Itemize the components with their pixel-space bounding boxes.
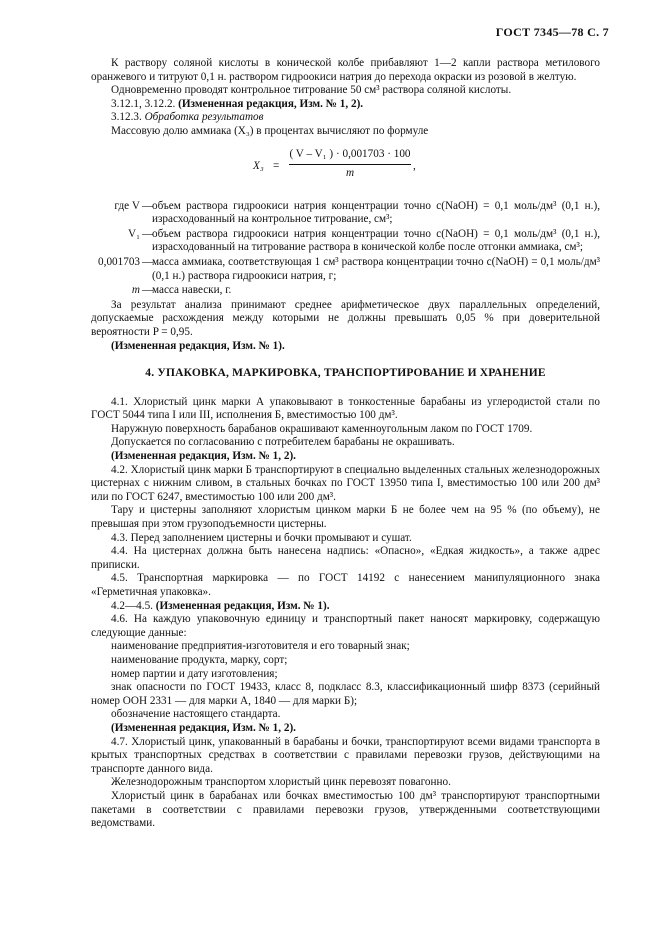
variable-definitions	[76, 200, 600, 298]
paragraph: 4.6. На каждую упаковочную единицу и транспортный пакет наносят маркировку, содержащую следующие данные:	[91, 613, 600, 639]
amendment-note: (Измененная редакция, Изм. № 1, 2).	[178, 97, 364, 110]
paragraph	[91, 600, 600, 614]
formula	[91, 148, 600, 192]
amendment-note: (Измененная редакция, Изм. № 1, 2).	[111, 721, 296, 734]
subsection-title: Обработка результатов	[144, 111, 264, 124]
definition-dash: —	[142, 227, 154, 240]
definition-dash: —	[142, 199, 154, 212]
paragraph: Допускается по согласованию с потребителем барабаны не окрашивать.	[111, 436, 455, 449]
paragraph: 4.7. Хлористый цинк, упакованный в барабаны и бочки, транспортируют всеми видами транспорта в крытых транспортных средствах в соответствии с правилами перевозки грузов, действующими на транспорте данного вида.	[91, 735, 600, 775]
list-item: наименование продукта, марку, сорт;	[111, 653, 288, 666]
paragraph: 4.4. На цистернах должна быть нанесена надпись: «Опасно», «Едкая жидкость», а также адрес приписки.	[91, 545, 600, 571]
definition-text: объем раствора гидроокиси натрия концентрации точно c(NaOH) = 0,1 моль/дм³ (0,1 н.), израсходованный на контрольное титрование, см³;	[152, 199, 600, 226]
clause-number: 3.12.1, 3.12.2.	[111, 97, 176, 110]
amendment-note: (Измененная редакция, Изм. № 1).	[111, 339, 285, 352]
paragraph: Одновременно проводят контрольное титрование 50 см³ раствора соляной кислоты.	[111, 84, 512, 97]
definition-text: масса навески, г.	[152, 284, 232, 297]
definition-symbol: m	[131, 284, 140, 297]
formula-denominator: m	[345, 166, 355, 179]
paragraph: К раствору соляной кислоты в конической колбе прибавляют 1—2 капли раствора метилового оранжевого и титруют 0,1 н. раствором гидроокиси натрия до перехода окраски из розовой в желтую.	[91, 57, 600, 83]
formula-lhs: X₃	[253, 159, 264, 172]
paragraph: 4.1. Хлористый цинк марки А упаковывают в тонкостенные барабаны из углеродистой стали по ГОСТ 5044 типа I или III, исполнения Б, вместимостью 100 дм³.	[91, 395, 600, 422]
paragraph	[91, 111, 600, 125]
paragraph: 4.5. Транспортная маркировка — по ГОСТ 14192 с нанесением манипуляционного знака «Герметичная упаковка».	[91, 572, 600, 598]
paragraph: Железнодорожным транспортом хлористый цинк перевозят повагонно.	[111, 776, 451, 789]
page-header: ГОСТ 7345—78 С. 7	[495, 25, 609, 39]
definition-dash: —	[142, 255, 154, 268]
definition-symbol: V₁	[128, 227, 140, 240]
paragraph: Наружную поверхность барабанов окрашивают каменноугольным лаком по ГОСТ 1709.	[111, 422, 533, 435]
page-body	[91, 57, 600, 831]
formula-comma: ,	[413, 159, 416, 172]
definition-symbol: 0,001703	[98, 255, 140, 268]
fraction-bar	[289, 164, 411, 165]
formula-equals: =	[273, 159, 280, 172]
definition-text: масса аммиака, соответствующая 1 см³ раствора концентрации точно c(NaOH) = 0,1 моль/дм³ (0,1 н.) раствора гидроокиси натрия, г;	[152, 255, 600, 282]
list-item: наименование предприятия-изготовителя и его товарный знак;	[111, 640, 410, 653]
definition-row	[76, 228, 600, 255]
list-item: номер партии и дату изготовления;	[111, 667, 278, 680]
list-item: знак опасности по ГОСТ 19433, класс 8, подкласс 8.3, классификационный шифр 8373 (серийный номер ООН 2331 — для марки А, 1840 — для марки Б);	[91, 681, 600, 707]
definition-row	[76, 256, 600, 283]
amendment-note: (Измененная редакция, Изм. № 1).	[155, 599, 330, 612]
clause-number: 3.12.3.	[111, 111, 142, 124]
clause-number: 4.2—4.5.	[111, 599, 153, 612]
amendment-note: (Измененная редакция, Изм. № 1, 2).	[111, 450, 296, 463]
definition-symbol: где V	[114, 199, 140, 212]
formula-numerator: ( V – V₁ ) · 0,001703 · 100	[289, 147, 411, 160]
paragraph: За результат анализа принимают среднее арифметическое двух параллельных определений, допускаемые расхождения между которыми не должны превышать 0,05 % при доверительной вероятности P = 0,95.	[91, 298, 600, 338]
definition-dash: —	[142, 284, 154, 297]
section-title: 4. УПАКОВКА, МАРКИРОВКА, ТРАНСПОРТИРОВАНИЕ И ХРАНЕНИЕ	[145, 367, 546, 380]
paragraph	[91, 98, 600, 112]
paragraph: Тару и цистерны заполняют хлористым цинком марки Б не более чем на 95 % (по объему), не превышая при этом грузоподъемности цистерны.	[91, 504, 600, 531]
paragraph: Хлористый цинк в барабанах или бочках вместимостью 100 дм³ транспортируют транспортными пакетами в соответствии с правилами перевозки грузов, утвержденными соответствующими ведомствами.	[91, 789, 600, 830]
definition-row	[76, 200, 600, 227]
paragraph: 4.2. Хлористый цинк марки Б транспортируют в специально выделенных стальных железнодорожных цистернах с нижним сливом, в стальных бочках по ГОСТ 13950 типа I, вместимостью 100 или 200 дм³ или по ГОСТ 6247, вместимостью 100 или 200 дм³.	[91, 463, 600, 503]
paragraph: 4.3. Перед заполнением цистерны и бочки промывают и сушат.	[111, 531, 412, 544]
definition-row	[76, 284, 600, 298]
definition-text: объем раствора гидроокиси натрия концентрации точно c(NaOH) = 0,1 моль/дм³ (0,1 н.), израсходованный на титрование раствора в конической колбе после отгонки аммиака, см³;	[152, 227, 600, 254]
list-item: обозначение настоящего стандарта.	[111, 708, 281, 721]
paragraph: Массовую долю аммиака (X₃) в процентах вычисляют по формуле	[111, 124, 429, 137]
